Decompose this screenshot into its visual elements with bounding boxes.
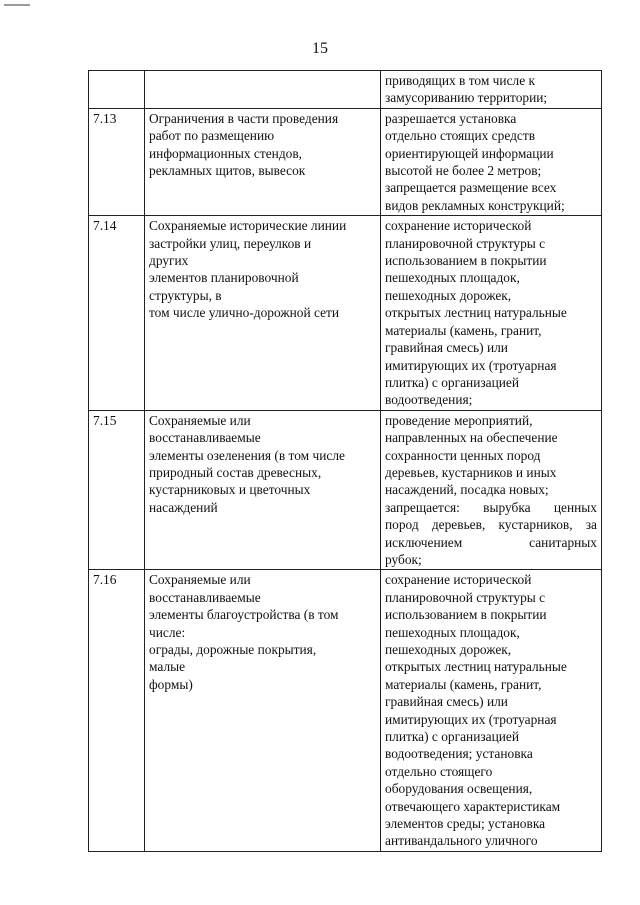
item-number-cell xyxy=(89,108,145,215)
item-name-line: работ по размещению xyxy=(149,128,275,144)
item-requirement-line: ориентирующей информации xyxy=(385,145,554,161)
item-name-line: ограды, дорожные покрытия, xyxy=(149,642,317,657)
item-name-cell xyxy=(145,410,381,570)
table-row xyxy=(89,410,602,570)
item-requirement-line: водоотведения; xyxy=(385,392,473,408)
item-requirement-line: имитирующих их (тротуарная xyxy=(385,357,557,373)
item-name-line: информационных стендов, xyxy=(149,145,303,161)
item-name-cell xyxy=(145,570,381,852)
item-number: 7.15 xyxy=(93,412,117,428)
item-requirements-cell xyxy=(381,216,602,410)
item-name-line: насаждений xyxy=(149,499,218,515)
item-requirement-line: открытых лестниц натуральные xyxy=(385,659,567,675)
item-requirement-line: планировочной структуры с xyxy=(385,235,546,251)
item-name-line: природный состав древесных, xyxy=(149,464,322,480)
item-requirement-line: имитирующих их (тротуарная xyxy=(385,711,557,727)
item-requirements-cell xyxy=(381,410,602,570)
item-name-line: структуры, в xyxy=(149,287,222,303)
scan-corner-mark xyxy=(4,4,30,6)
item-requirements-cell xyxy=(381,108,602,215)
item-name-line: формы) xyxy=(149,676,193,692)
item-name-line: кустарниковых и цветочных xyxy=(149,482,311,498)
table-row xyxy=(89,570,602,852)
item-requirement-line: высотой не более 2 метров; xyxy=(385,163,542,179)
item-requirement-line: оборудования освещения, xyxy=(385,781,533,797)
item-requirement-line: сохранение исторической xyxy=(385,572,532,588)
item-name-line: Сохраняемые исторические линии xyxy=(149,218,347,234)
item-name-line: Сохраняемые или xyxy=(149,412,251,428)
item-number-cell xyxy=(89,216,145,410)
item-number: 7.14 xyxy=(93,218,117,234)
item-requirement-line: элементов среды; установка xyxy=(385,816,546,832)
item-requirement-line: плитка) с организацией xyxy=(385,729,520,745)
item-requirement-line: пород деревьев, кустарников, за xyxy=(385,517,597,533)
item-requirement-line: водоотведения; установка xyxy=(385,746,533,762)
regulations-table-body xyxy=(89,71,602,852)
item-number-cell xyxy=(89,410,145,570)
item-number-cell xyxy=(89,71,145,109)
item-requirement-line: разрешается установка xyxy=(385,110,517,126)
page-number: 15 xyxy=(312,40,328,57)
item-name-line: элементов планировочной xyxy=(149,270,299,286)
item-requirement-line: исключением санитарных xyxy=(385,534,597,550)
item-requirement-line: антивандального уличного xyxy=(385,833,538,849)
item-requirement-line: направленных на обеспечение xyxy=(385,430,558,446)
item-name-line: восстанавливаемые xyxy=(149,589,261,605)
item-name-line: числе: xyxy=(149,624,186,640)
item-name-cell xyxy=(145,108,381,215)
item-requirement-line: использованием в покрытии xyxy=(385,607,547,623)
item-requirement-line: сохранности ценных пород xyxy=(385,447,541,463)
table-row xyxy=(89,216,602,410)
item-requirement-line: проведение мероприятий, xyxy=(385,412,533,428)
item-requirement-line: плитка) с организацией xyxy=(385,374,520,390)
item-name-line: Сохраняемые или xyxy=(149,572,251,588)
item-requirement-line: гравийная смесь) или xyxy=(385,340,508,356)
item-requirement-line: пешеходных дорожек, xyxy=(385,642,512,657)
item-name-line: восстанавливаемые xyxy=(149,430,261,446)
item-name-line: рекламных щитов, вывесок xyxy=(149,163,306,179)
item-requirement-line: пешеходных площадок, xyxy=(385,270,520,286)
item-requirements-cell xyxy=(381,71,602,109)
item-requirement-line: пешеходных площадок, xyxy=(385,624,520,640)
item-requirement-line: приводящих в том числе к xyxy=(385,73,535,88)
item-requirement-line: открытых лестниц натуральные xyxy=(385,305,567,321)
item-name-line: застройки улиц, переулков и xyxy=(149,235,312,251)
item-requirement-line: планировочной структуры с xyxy=(385,589,546,605)
item-requirement-line: использованием в покрытии xyxy=(385,253,547,269)
item-name-line: других xyxy=(149,253,189,269)
item-name-line: элементы благоустройства (в том xyxy=(149,607,339,623)
item-requirement-line: отдельно стоящих средств xyxy=(385,128,536,144)
item-name-line: том числе улично-дорожной сети xyxy=(149,305,340,321)
item-requirement-line: деревьев, кустарников и иных xyxy=(385,464,557,480)
table-row xyxy=(89,108,602,215)
item-requirement-line: отдельно стоящего xyxy=(385,763,493,779)
item-name-line: элементы озеленения (в том числе xyxy=(149,447,345,463)
item-requirement-line: насаждений, посадка новых; xyxy=(385,482,549,498)
item-requirement-line: материалы (камень, гранит, xyxy=(385,322,542,338)
item-requirement-line: замусориванию территории; xyxy=(385,90,548,106)
item-name-line: Ограничения в части проведения xyxy=(149,110,339,126)
item-requirement-line: сохранение исторической xyxy=(385,218,532,234)
item-requirement-line: материалы (камень, гранит, xyxy=(385,676,542,692)
table-row xyxy=(89,71,602,109)
item-requirement-line: видов рекламных конструкций; xyxy=(385,197,565,213)
item-number: 7.16 xyxy=(93,572,117,588)
item-requirements-cell xyxy=(381,570,602,852)
item-name-cell xyxy=(145,216,381,410)
item-requirement-line: рубок; xyxy=(385,551,422,567)
item-requirement-line: гравийная смесь) или xyxy=(385,694,508,710)
item-requirement-line: отвечающего характеристикам xyxy=(385,798,561,814)
regulations-table xyxy=(88,70,602,852)
item-name-line: малые xyxy=(149,659,186,675)
item-requirement-line: запрещается: вырубка ценных xyxy=(385,499,597,515)
item-name-cell xyxy=(145,71,381,109)
item-number: 7.13 xyxy=(93,110,117,126)
item-number-cell xyxy=(89,570,145,852)
item-requirement-line: пешеходных дорожек, xyxy=(385,287,512,303)
item-requirement-line: запрещается размещение всех xyxy=(385,180,557,196)
